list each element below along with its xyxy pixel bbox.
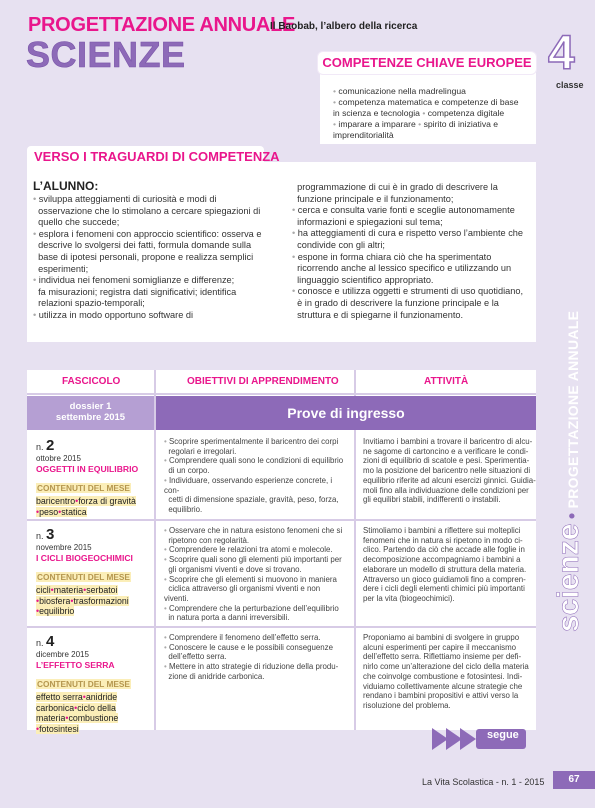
competenza-item: competenza matematica e competenze di base <box>338 97 519 107</box>
prove-label: Prove di ingresso <box>287 405 405 421</box>
issue-date: dicembre 2015 <box>36 650 89 659</box>
bullet-icon: • <box>422 108 426 118</box>
contenuto-item: statica <box>61 506 87 517</box>
attivita-cell <box>363 437 539 505</box>
header-subtitle: Il Baobab, l’albero della ricerca <box>270 21 418 32</box>
attivita-cell <box>363 526 539 604</box>
contenuto-item: carbonica <box>36 702 75 713</box>
issue-number: 4 <box>46 633 55 650</box>
contenuto-item: materia <box>53 585 84 595</box>
attivita-cell <box>363 633 539 711</box>
traguardi-title: VERSO I TRAGUARDI DI COMPETENZA <box>34 149 280 164</box>
obiettivo-line: equilibrio. <box>168 504 203 514</box>
bullet-icon: • <box>33 228 37 239</box>
attivita-line: viduiamo collettivamente alcune strategie che <box>363 681 523 691</box>
obiettivo-line: Comprendere il fenomeno dell’effetto serra. <box>168 633 321 642</box>
traguardo-line: è in grado di descrivere la funzione principale e la <box>297 297 499 308</box>
traguardo-line: esperimenti; <box>38 263 89 274</box>
competenza-item: competenza digitale <box>427 108 505 118</box>
obiettivo-line: cetti di dimensione spaziale, gravità, peso, forza, <box>168 495 339 505</box>
bullet-icon: • <box>292 251 296 262</box>
attivita-line: Attraverso un gioco guidiamoli fino a compren- <box>363 574 526 584</box>
sidebar-dot: • <box>562 512 582 520</box>
issue-title: OGGETTI IN EQUILIBRIO <box>36 464 139 474</box>
bullet-icon: • <box>33 194 37 204</box>
traguardo-line: funzione principale e il funzionamento; <box>297 193 454 204</box>
contenuti-list: cicli•materia•serbatoi •biosfera•trasformazioni •equilibrio <box>36 585 129 616</box>
dossier-line: settembre 2015 <box>55 412 126 423</box>
column-divider <box>154 370 156 730</box>
sidebar-big-text: scienze <box>552 523 585 632</box>
traguardo-line: ricorrendo anche al lessico specifico e utilizzando un <box>297 263 512 274</box>
obiettivo-line: zione di anidride carbonica. <box>168 671 265 681</box>
traguardi-column-1 <box>33 194 273 322</box>
issue-title: I CICLI BIOGEOCHIMICI <box>36 553 133 563</box>
attivita-line: fenomeni che in natura si ripetono in modo ci- <box>363 535 523 545</box>
contenuto-item: ciclo della <box>77 702 116 713</box>
attivita-line: mo la posizione del baricentro nelle situazioni di <box>363 466 531 476</box>
issue-prefix: n. <box>36 638 44 648</box>
contenuto-item: fotosintesi <box>39 723 79 734</box>
alunno-heading: L’ALUNNO: <box>33 179 99 193</box>
attivita-line: Proponiamo ai bambini di svolgere in gruppo <box>363 633 520 642</box>
issue-prefix: n. <box>36 531 44 541</box>
bullet-icon: • <box>418 119 422 129</box>
contenuto-item: effetto serra <box>36 692 83 702</box>
contenuti-list: baricentro•forza di gravità •peso•statica <box>36 496 136 517</box>
issue-number: 2 <box>46 437 55 454</box>
attivita-line: alcuni esperimenti per capire il meccanismo <box>363 642 517 652</box>
contenuto-item: trasformazioni <box>73 595 129 606</box>
contenuto-item: materia <box>36 713 66 723</box>
dossier-label <box>27 401 154 423</box>
class-number: 4 <box>548 27 575 80</box>
col-header-fascicolo: FASCICOLO <box>62 376 121 387</box>
obiettivo-line: Comprendere le relazioni tra atomi e molecole. <box>168 545 333 555</box>
contenuti-label: CONTENUTI DEL MESE <box>37 483 130 493</box>
traguardo-line: informazioni e spiegazioni sul tema; <box>297 216 443 227</box>
obiettivo-line: ciclica attraverso gli organismi viventi e non viventi. <box>164 584 321 603</box>
attivita-line: zioni di equilibrio di scatole e pesi. Sperimentia- <box>363 456 530 466</box>
dossier-line: dossier 1 <box>69 401 112 412</box>
attivita-line: gli equilibri stabili, indifferenti o instabili. <box>363 495 501 505</box>
col-header-attivita: ATTIVITÀ <box>424 376 469 387</box>
row-divider <box>27 626 536 628</box>
obiettivo-line: gli organismi viventi e dove si trovano. <box>168 564 302 574</box>
traguardo-line: sviluppa atteggiamenti di curiosità e modi di <box>38 194 217 204</box>
bullet-icon: • <box>333 119 337 129</box>
attivita-line: rendano i bambini propositivi e attivi verso la <box>363 691 519 701</box>
competenze-list <box>333 86 533 141</box>
traguardo-line: cerca e consulta varie fonti e sceglie autonomamente <box>297 205 515 216</box>
obiettivo-line: Scoprire che gli elementi si muovono in maniera <box>168 574 337 584</box>
page-title: SCIENZE <box>26 34 186 75</box>
contenuti-list: effetto serra•anidride carbonica•ciclo della materia•combustione •fotosintesi <box>36 692 119 734</box>
sidebar-vertical-label <box>548 310 586 632</box>
page-number: 67 <box>553 771 595 789</box>
contenuti-label: CONTENUTI DEL MESE <box>37 679 130 689</box>
traguardo-line: base di ipotesi personali, propone e realizza semplici <box>38 251 254 262</box>
contenuto-item: combustione <box>68 713 119 723</box>
contenuto-item: cicli <box>36 585 51 595</box>
obiettivo-line: dell’effetto serra. <box>168 652 227 662</box>
contenuto-item: anidride <box>85 692 118 702</box>
obiettivo-line: Scoprire quali sono gli elementi più importanti per <box>168 555 342 565</box>
obiettivo-line: Comprendere che la perturbazione dell’equilibrio <box>168 603 339 613</box>
issue-number: 3 <box>46 526 55 543</box>
attivita-line: Invitiamo i bambini a trovare il baricentro di alcu- <box>363 437 533 446</box>
contenuti-label: CONTENUTI DEL MESE <box>37 572 130 582</box>
issue-title: L’EFFETTO SERRA <box>36 660 115 670</box>
table-row <box>36 437 154 517</box>
attivita-line: moli fino alla individuazione delle condizioni per <box>363 485 529 495</box>
obiettivo-line: in natura porta a danni irreversibili. <box>168 613 290 623</box>
competenza-item: spirito di iniziativa e <box>423 119 499 129</box>
traguardo-line: relazioni spazio-temporali; <box>38 298 145 309</box>
bullet-icon: • <box>33 275 37 286</box>
contenuto-item: serbatoi <box>86 585 118 595</box>
traguardo-line: quello che succede; <box>38 217 120 228</box>
traguardo-line: esplora i fenomeni con approccio scientifico: osserva e <box>38 228 262 239</box>
traguardo-line: programmazione di cui è in grado di descrivere la <box>297 182 498 192</box>
attivita-line: elaborare un modello di struttura della materia. <box>363 564 527 574</box>
footer-publication: La Vita Scolastica - n. 1 - 2015 <box>422 777 545 787</box>
obiettivi-cell: • Scoprire sperimentalmente il baricentro dei corpi regolari e irregolari. • Comprendere quali sono le condizioni di equilibrio di un corpo. • Individuare, osservando esperienze concrete, i con- cetti di dimensione spaziale, gravità, peso, forza, equilibrio. <box>164 437 344 514</box>
traguardo-line: osservazione che lo stimolano a cercare spiegazioni di <box>38 205 261 216</box>
row-divider <box>27 519 536 521</box>
bullet-icon: • <box>33 309 37 320</box>
attivita-line: clico. Partendo da ciò che accade alle foglie in <box>363 545 525 555</box>
obiettivo-line: ripetono con regolarità. <box>168 535 250 545</box>
contenuto-item: biosfera <box>39 595 71 606</box>
sidebar-small-text: PROGETTAZIONE ANNUALE <box>565 310 581 509</box>
obiettivi-cell: • Comprendere il fenomeno dell’effetto serra. • Conoscere le cause e le possibili conseguenze dell’effetto serra. • Mettere in atto strategie di riduzione della produ- zione di anidride carbonica. <box>164 633 339 681</box>
bullet-icon: • <box>333 86 337 96</box>
contenuto-item: forza di gravità <box>78 496 136 506</box>
issue-prefix: n. <box>36 442 44 452</box>
contenuto-item: equilibrio <box>39 606 75 616</box>
traguardo-line: linguaggio scientifico appropriato. <box>297 274 434 285</box>
attivita-line: risoluzione del problema. <box>363 700 451 710</box>
obiettivo-line: Comprendere quali sono le condizioni di equilibrio <box>168 456 344 466</box>
segue-link[interactable]: segue <box>487 729 519 741</box>
attivita-line: che coinvolge combustione e fotosintesi. Indi- <box>363 671 523 681</box>
attivita-line: nirlo come un’alterazione del ciclo della materia <box>363 662 529 672</box>
competenze-title: COMPETENZE CHIAVE EUROPEE <box>318 52 536 74</box>
competenza-item: imparare a imparare <box>338 119 416 129</box>
traguardo-line: utilizza in modo opportuno software di <box>38 309 194 320</box>
bullet-icon: • <box>292 228 296 239</box>
bullet-icon: • <box>333 97 337 107</box>
obiettivo-line: Individuare, osservando esperienze concrete, i con- <box>164 475 333 495</box>
issue-date: ottobre 2015 <box>36 454 81 463</box>
attivita-line: dere i cicli degli elementi chimici più importanti <box>363 584 525 594</box>
competenza-item: in scienza e tecnologia <box>333 108 420 118</box>
attivita-line: ne sagome di cartoncino e a verificare le condi- <box>363 446 529 456</box>
traguardo-line: descrive lo svolgersi dei fatti, formula domande sulla <box>38 240 252 251</box>
bullet-icon: • <box>292 286 296 297</box>
obiettivi-cell: • Osservare che in natura esistono fenomeni che si ripetono con regolarità. • Comprendere le relazioni tra atomi e molecole. • Scoprire quali sono gli elementi più importanti per gli organismi viventi e dove si trovano. • Scoprire che gli elementi si muovono in maniera ciclica attraverso gli organismi viventi e non viventi. • Comprendere che la perturbazione dell’equilibrio in natura porta a danni irreversibili. <box>164 526 343 623</box>
table-row <box>36 633 154 734</box>
traguardo-line: fa misurazioni; registra dati significativi; identifica <box>38 286 237 297</box>
class-label: classe <box>556 80 584 90</box>
attivita-line: decomposizione accompagniamo i bambini a <box>363 555 521 565</box>
column-divider <box>354 430 356 730</box>
traguardo-line: conosce e utilizza oggetti e strumenti di uso quotidiano, <box>297 286 524 297</box>
traguardo-line: ha atteggiamenti di cura e rispetto verso l’ambiente che <box>297 228 524 239</box>
competenza-item: comunicazione nella madrelingua <box>338 86 466 96</box>
obiettivo-line: di un corpo. <box>168 466 210 476</box>
traguardo-line: struttura e di spiegarne il funzionamento. <box>297 309 464 320</box>
attivita-line: equilibrio riferite ad alcuni esercizi ginnici. Guidia- <box>363 475 536 485</box>
table-row <box>36 526 154 617</box>
header-top-title: PROGETTAZIONE ANNUALE <box>28 14 296 36</box>
traguardo-line: individua nei fenomeni somiglianze e differenze; <box>38 275 235 286</box>
obiettivo-line: Scoprire sperimentalmente il baricentro dei corpi <box>168 437 339 446</box>
bullet-icon: • <box>292 205 296 216</box>
traguardi-column-2 <box>292 182 532 321</box>
column-divider <box>354 370 356 396</box>
contenuto-item: baricentro <box>36 496 76 506</box>
obiettivo-line: Mettere in atto strategie di riduzione della produ- <box>168 662 339 672</box>
traguardo-line: espone in forma chiara ciò che ha sperimentato <box>297 251 492 262</box>
obiettivo-line: Conoscere le cause e le possibili conseguenze <box>168 642 334 652</box>
issue-date: novembre 2015 <box>36 543 92 552</box>
competenza-item: imprenditorialità <box>333 130 394 140</box>
attivita-line: per la vita (biogeochimici). <box>363 593 455 603</box>
obiettivo-line: regolari e irregolari. <box>168 446 237 456</box>
contenuto-item: peso <box>39 506 59 517</box>
obiettivo-line: Osservare che in natura esistono fenomeni che si <box>168 526 343 535</box>
col-header-obiettivi: OBIETTIVI DI APPRENDIMENTO <box>187 376 339 387</box>
attivita-line: Stimoliamo i bambini a riflettere sui molteplici <box>363 526 521 535</box>
attivita-line: dell’effetto serra. Riflettiamo insieme per defi- <box>363 652 522 662</box>
traguardo-line: condivide con gli altri; <box>297 239 385 250</box>
